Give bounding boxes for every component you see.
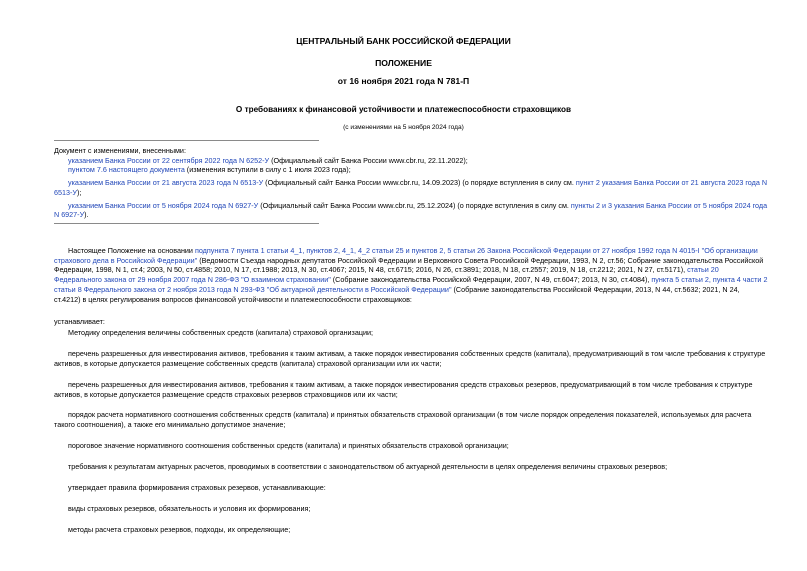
amendment-text: (Официальный сайт Банка России www.cbr.ru, 14.09.2023) (о порядке вступления в силу см. [263,178,576,188]
body-paragraph: Методику определения величины собственных средств (капитала) страховой организации; [68,328,373,337]
amendment-link[interactable]: указанием Банка России от 5 ноября 2024 года N 6927-У [68,200,259,210]
body-paragraph: виды страховых резервов, обязательность и условия их формирования; [68,504,311,513]
amendment-text: ); [76,187,82,197]
amendment-item [54,178,768,197]
amendment-item [54,156,768,166]
amendment-link[interactable]: пунктом 7.6 настоящего документа [68,165,185,175]
revision-note: (с изменениями на 5 ноября 2024 года) [343,124,464,131]
body-paragraph: пороговое значение нормативного соотношения собственных средств (капитала) и принятых обязательств страховой организации; [68,441,509,450]
amendment-item [54,165,768,175]
doc-type-heading: ПОЛОЖЕНИЕ [375,58,432,68]
amendment-item [54,201,768,220]
law-link[interactable]: пункта 5 статьи 2, пункта 4 части 2 статьи 8 Федерального закона от 2 ноября 2013 года N 293-ФЗ "Об актуарной деятельности в Российской Федерации" [54,275,768,294]
preamble-text: Настоящее Положение на основании [68,246,195,255]
amendment-link[interactable]: пункт 2 указания Банка России от 21 августа 2023 года N 6513-У [54,178,768,197]
law-link[interactable]: подпункта 7 пункта 1 статьи 4_1, пунктов 2, 4_1, 4_2 статьи 25 и пунктов 2, 5 статьи 26 Закона Российской Федерации от 27 ноября 1992 года N 4015-I "Об организации страхового дела в Российской Федерации" [54,246,758,265]
body-paragraph: утверждает правила формирования страховых резервов, устанавливающие: [68,483,326,492]
amendments-intro: Документ с изменениями, внесенными: [54,146,186,155]
body-paragraph: порядок расчета нормативного соотношения собственных средств (капитала) и принятых обязательств страховой организации (в том числе порядок определения показателей, используемых для расчета такого соотношения), а также его минимально допустимое значение; [54,410,752,429]
divider-top [54,140,319,141]
preamble-paragraph [54,246,768,304]
preamble-text: (Собрание законодательства Российской Федерации, 2007, N 49, ст.6047; 2013, N 30, ст.4084), [330,275,652,285]
date-number-heading: от 16 ноября 2021 года N 781-П [337,76,470,86]
amendments-block [54,146,768,220]
amendment-text: (Официальный сайт Банка России www.cbr.ru, 22.11.2022); [269,155,468,165]
establishes-label: устанавливает: [54,317,105,326]
body-paragraph: требования к результатам актуарных расчетов, проводимых в соответствии с законодательством об актуарной деятельности в целях определения величины страховых резервов; [68,462,668,471]
org-heading: ЦЕНТРАЛЬНЫЙ БАНК РОССИЙСКОЙ ФЕДЕРАЦИИ [296,36,511,46]
amendment-link[interactable]: указанием Банка России от 21 августа 2023 года N 6513-У [68,178,264,188]
preamble-text: (Собрание законодательства Российской Федерации, 2013, N 44, ст.5632; 2021, N 24, ст.4212) в целях регулирования вопросов финансовой устойчивости и платежеспособности страховщиков: [54,284,740,304]
amendment-text: (Официальный сайт Банка России www.cbr.ru, 25.12.2024) (о порядке вступления в силу см. [258,200,571,210]
preamble [54,246,768,304]
law-link[interactable]: статьи 20 Федерального закона от 29 ноября 2007 года N 286-ФЗ "О взаимном страховании" [54,265,719,285]
body-paragraph: перечень разрешенных для инвестирования активов, требования к таким активам, а также порядок инвестирования собственных средств (капитала), предусматривающий в том числе требования к структуре активов, в которые допускается размещение собственных средств (капитала) страховой организации или их части; [54,349,766,368]
amendment-link[interactable]: пункты 2 и 3 указания Банка России от 5 ноября 2024 года N 6927-У [54,200,768,220]
divider-bottom [54,223,319,224]
amendment-text: (изменения вступили в силу с 1 июля 2023 года); [184,165,351,175]
document-title: О требованиях к финансовой устойчивости и платежеспособности страховщиков [235,105,572,114]
body-paragraph: перечень разрешенных для инвестирования активов, требования к таким активам, а также порядок инвестирования средств страховых резервов, предусматривающий в том числе требования к структуре активов, в которые допускается размещение средств страховых резервов страховщиков или их части; [54,380,753,399]
body-paragraph: методы расчета страховых резервов, подходы, их определяющие; [68,525,291,534]
amendment-link[interactable]: указанием Банка России от 22 сентября 2022 года N 6252-У [68,155,270,165]
amendment-text: ). [84,210,89,220]
preamble-text: (Ведомости Съезда народных депутатов Российской Федерации и Верховного Совета Российской Федерации, 1993, N 2, ст.56; Собрание законодательства Российской Федерации, 1998, N 1, ст.4; 2003, N 50, ст.4858; 2010, N 17, ст.1988; 2013, N 30, ст.4067; 2015, N 48, ст.6715; 2016, N 26, ст.3891; 2018, N 18, ст.2557; 2019, N 18, ст.2212; 2021, N 27, ст.5171), [54,255,764,275]
